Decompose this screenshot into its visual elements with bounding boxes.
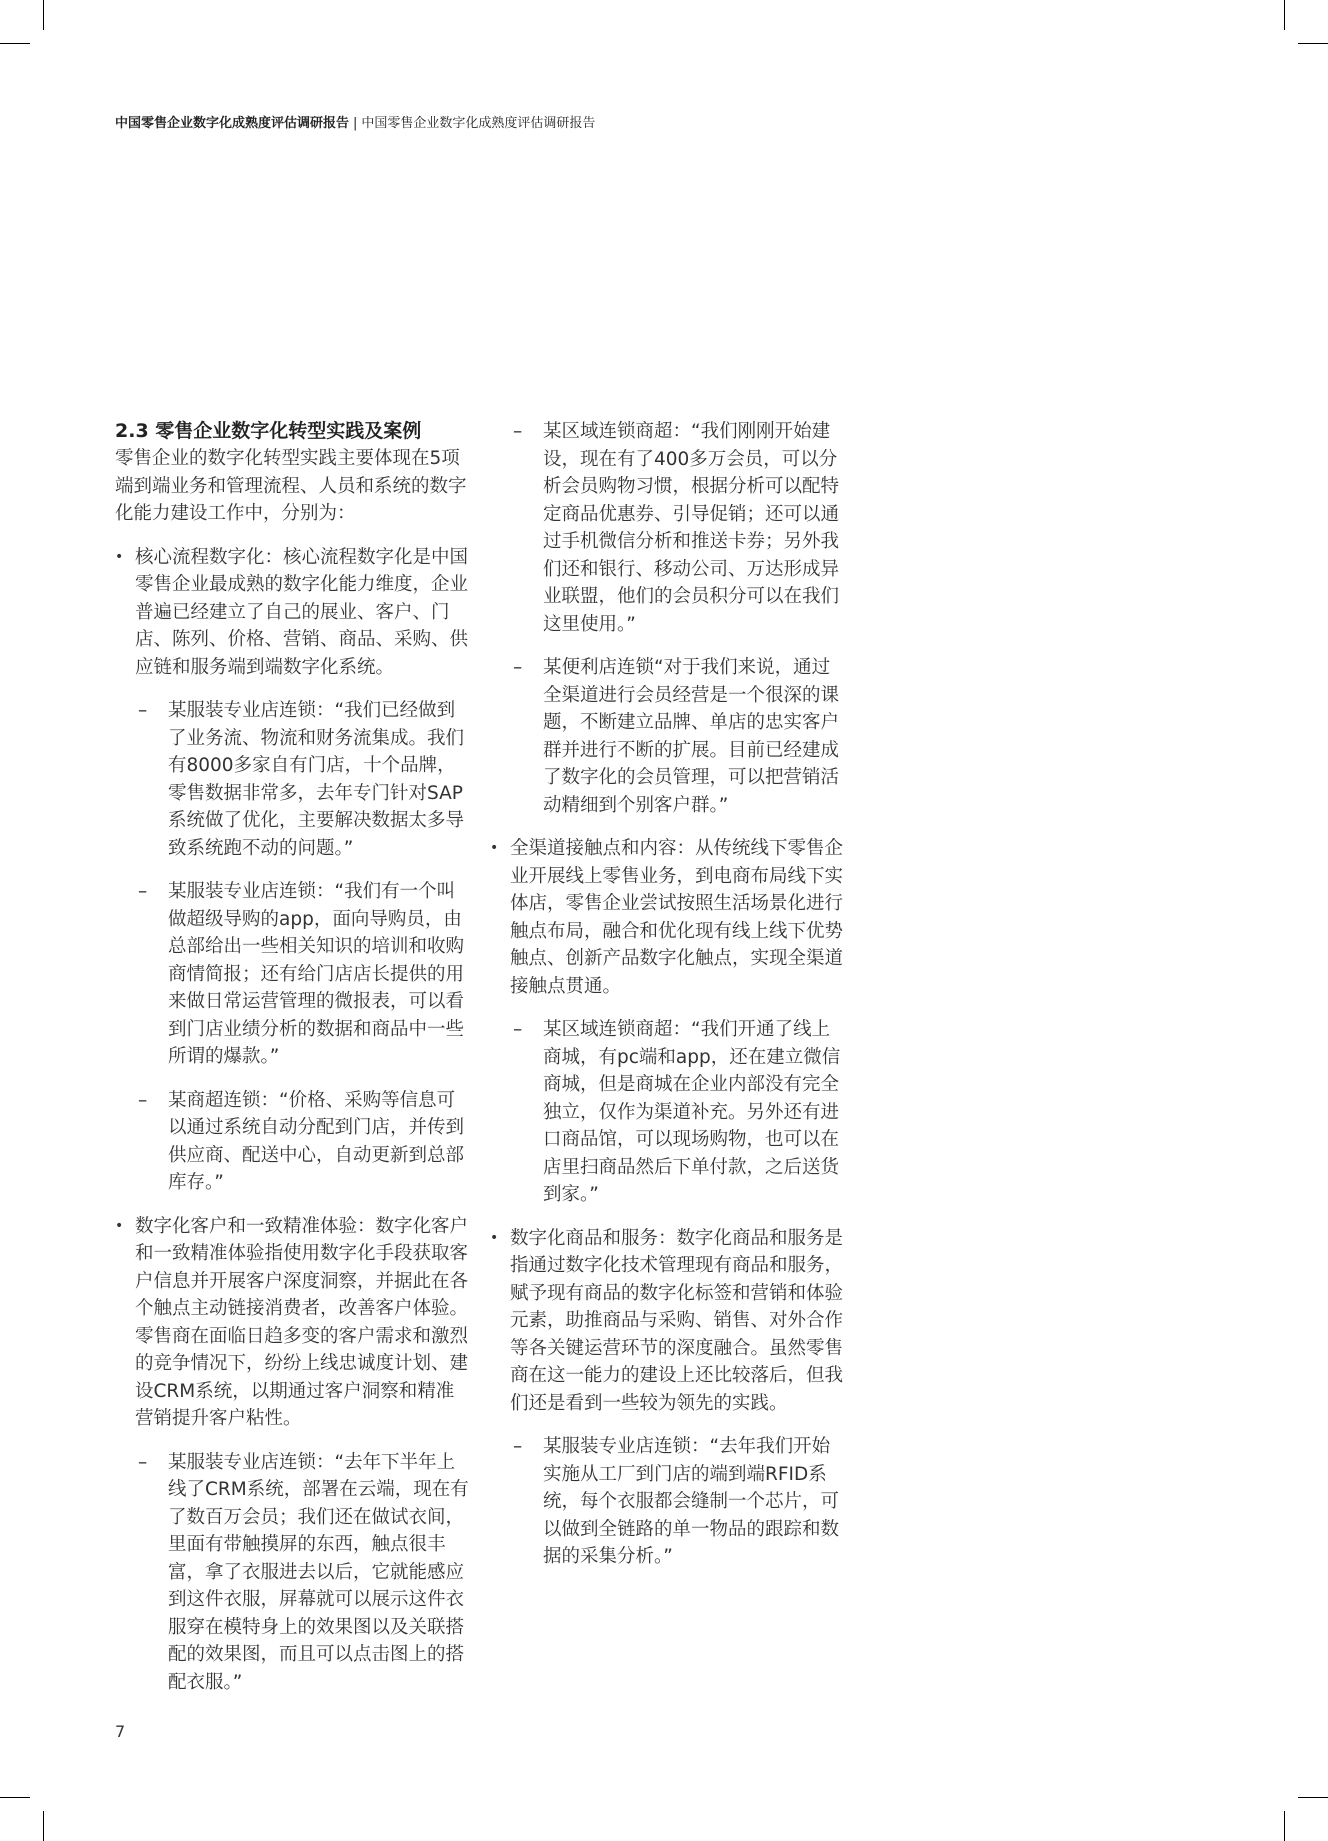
quote-item (490, 418, 845, 638)
dash-marker: – (138, 1089, 148, 1111)
bullet-marker: • (490, 1229, 499, 1246)
bullet-marker: • (490, 840, 499, 856)
crop-mark-top-right-v (1284, 0, 1285, 30)
dash-marker: – (513, 1019, 523, 1040)
quote-text: 某便利店连锁“对于我们来说，通过全渠道进行会员经营是一个很深的课题，不断建立品牌、单店的忠实客户群并进行不断的扩展。目前已经建成了数字化的会员管理，可以把营销活动精细到个别客户群。” (543, 657, 840, 816)
quote-item (115, 697, 470, 862)
bullet-digital-customer (115, 1213, 470, 1433)
quote-text: 某服装专业店连锁：“我们已经做到了业务流、物流和财务流集成。我们有8000多家自有门店，十个品牌，零售数据非常多，去年专门针对SAP系统做了优化，主要解决数据太多导致系统跑不动的问题。” (168, 700, 465, 859)
bullet-marker: • (115, 1217, 124, 1234)
crop-mark-bottom-right-h (1298, 1797, 1328, 1798)
dash-marker: – (138, 700, 148, 721)
running-header (115, 112, 595, 131)
bullet-text: 全渠道接触点和内容：从传统线下零售企业开展线上零售业务，到电商布局线下实体店，零售企业尝试按照生活场景化进行触点布局，融合和优化现有线上线下优势触点、创新产品数字化触点，实现全渠道接触点贯通。 (510, 838, 844, 997)
header-title-bold: 中国零售企业数字化成熟度评估调研报告 (115, 116, 350, 131)
right-column (490, 418, 845, 1587)
section-intro: 零售企业的数字化转型实践主要体现在5项端到端业务和管理流程、人员和系统的数字化能力建设工作中，分别为： (115, 448, 467, 524)
left-column (115, 418, 470, 1712)
dash-marker: – (513, 657, 523, 678)
quote-item (115, 1449, 470, 1697)
bullet-digital-products (490, 1225, 845, 1418)
dash-marker: – (138, 881, 148, 902)
bullet-core-process (115, 544, 470, 682)
header-title-regular: 中国零售企业数字化成熟度评估调研报告 (361, 116, 596, 131)
quote-text: 某商超连锁：“价格、采购等信息可以通过系统自动分配到门店，并传到供应商、配送中心，自动更新到总部库存。” (168, 1089, 465, 1193)
crop-mark-top-left-h (0, 43, 30, 44)
section-title: 2.3 零售企业数字化转型实践及案例 (115, 420, 422, 442)
quote-text: 某区域连锁商超：“我们开通了线上商城，有pc端和app，还在建立微信商城，但是商城在企业内部没有完全独立，仅作为渠道补充。另外还有进口商品馆，可以现场购物，也可以在店里扫商品然后下单付款，之后送货到家。” (543, 1019, 841, 1205)
bullet-marker: • (115, 548, 124, 565)
quote-item (115, 878, 470, 1071)
quote-text: 某服装专业店连锁：“去年下半年上线了CRM系统，部署在云端，现在有了数百万会员；我们还在做试衣间，里面有带触摸屏的东西，触点很丰富，拿了衣服进去以后，它就能感应到这件衣服，屏幕就可以展示这件衣服穿在模特身上的效果图以及关联搭配的效果图，而且可以点击图上的搭配衣服。” (168, 1451, 469, 1693)
bullet-text: 数字化客户和一致精准体验：数字化客户和一致精准体验指使用数字化手段获取客户信息并开展客户深度洞察，并据此在各个触点主动链接消费者，改善客户体验。零售商在面临日趋多变的客户需求和激烈的竞争情况下，纷纷上线忠诚度计划、建设CRM系统，以期通过客户洞察和精准营销提升客户粘性。 (135, 1215, 469, 1429)
quote-text: 某区域连锁商超：“我们刚刚开始建设，现在有了400多万会员，可以分析会员购物习惯，根据分析可以配特定商品优惠券、引导促销；还可以通过手机微信分析和推送卡券；另外我们还和银行、移动公司、万达形成异业联盟，他们的会员积分可以在我们这里使用。” (543, 421, 840, 635)
bullet-omnichannel-touchpoints (490, 835, 845, 1000)
dash-marker: – (513, 1436, 523, 1457)
bullet-text: 数字化商品和服务：数字化商品和服务是指通过数字化技术管理现有商品和服务，赋予现有商品的数字化标签和营销和体验元素，助推商品与采购、销售、对外合作等各关键运营环节的深度融合。虽然零售商在这一能力的建设上还比较落后，但我们还是看到一些较为领先的实践。 (510, 1227, 844, 1414)
quote-item (490, 654, 845, 819)
crop-mark-bottom-left-h (0, 1797, 30, 1798)
crop-mark-bottom-right-v (1284, 1811, 1285, 1841)
dash-marker: – (138, 1451, 148, 1473)
bullet-text: 核心流程数字化：核心流程数字化是中国零售企业最成熟的数字化能力维度，企业普遍已经建立了自己的展业、客户、门店、陈列、价格、营销、商品、采购、供应链和服务端到端数字化系统。 (135, 546, 469, 678)
crop-mark-bottom-left-v (43, 1811, 44, 1841)
crop-mark-top-right-h (1298, 43, 1328, 44)
dash-marker: – (513, 421, 523, 442)
quote-item (115, 1087, 470, 1197)
quote-item (490, 1433, 845, 1571)
quote-text: 某服装专业店连锁：“去年我们开始实施从工厂到门店的端到端RFID系统，每个衣服都会缝制一个芯片，可以做到全链路的单一物品的跟踪和数据的采集分析。” (543, 1436, 840, 1567)
crop-mark-top-left-v (43, 0, 44, 30)
header-separator: | (353, 116, 358, 131)
page-number: 7 (115, 1722, 126, 1741)
quote-text: 某服装专业店连锁：“我们有一个叫做超级导购的app，面向导购员，由总部给出一些相关知识的培训和收购商情简报；还有给门店店长提供的用来做日常运营管理的微报表，可以看到门店业绩分析的数据和商品中一些所谓的爆款。” (168, 881, 465, 1067)
quote-item (490, 1016, 845, 1209)
